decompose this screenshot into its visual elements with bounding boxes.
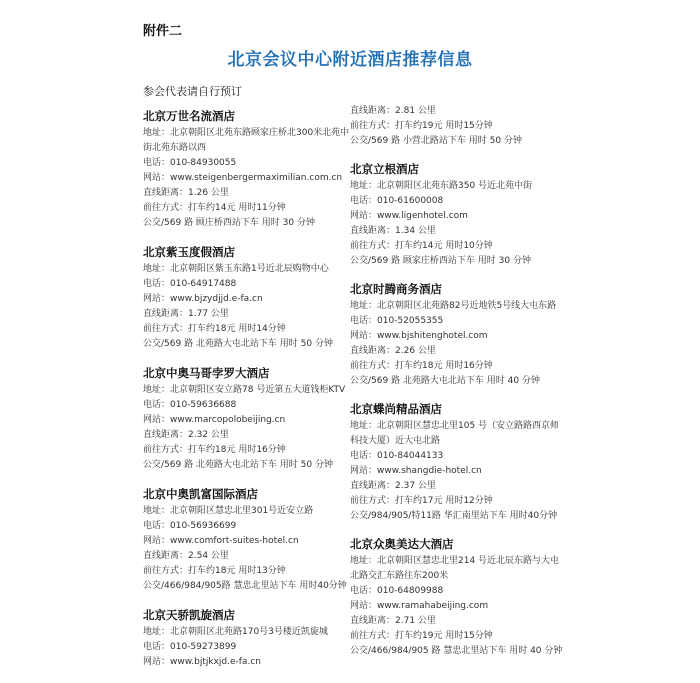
hotel-info-line: 网站：www.bjshitenghotel.com [350,331,488,341]
hotel-entry [350,401,565,524]
hotel-name: 北京立根酒店 [350,162,419,176]
hotel-info-line: 前往方式：打车约18元 用时16分钟 [143,445,286,455]
hotel-info-line: 前往方式：打车约14元 用时11分钟 [143,203,286,213]
hotel-info-line: 直线距离：2.32 公里 [143,430,229,440]
hotel-info-line: 公交/984/905/特11路 华汇南里站下车 用时40分钟 [350,511,558,521]
hotel-info-line: 直线距离：2.37 公里 [350,481,436,491]
hotel-name: 北京紫玉度假酒店 [143,245,235,259]
hotel-info-line: 地址：北京朝阳区慧忠北里214 号近北辰东路与大屯北路交汇东路往东200米 [350,556,560,581]
hotel-name: 北京中奥马哥孛罗大酒店 [143,366,270,380]
hotel-info-line: 网站：www.bjtjkxjd.e-fa.cn [143,657,261,667]
hotel-name: 北京中奥凯富国际酒店 [143,487,258,501]
hotel-info-line: 电话：010-64917488 [143,279,237,289]
hotel-info-line: 公交/569 路 顾庄桥西站下车 用时 30 分钟 [143,218,315,228]
hotel-entry [350,536,565,659]
booking-note: 参会代表请自行预订 [143,85,242,98]
hotel-info-line: 网站：www.shangdie-hotel.cn [350,466,482,476]
hotel-entry [143,108,353,231]
hotel-info-line: 电话：010-84930055 [143,158,237,168]
hotel-column-left [143,108,353,683]
hotel-info-line: 前往方式：打车约14元 用时10分钟 [350,241,493,251]
hotel-info-line: 公交/569 路 小营北路站下车 用时 50 分钟 [350,136,522,146]
hotel-info-line: 直线距离：1.77 公里 [143,309,229,319]
hotel-info-line: 网站：www.steigenbergermaximilian.com.cn [143,173,343,183]
hotel-info-line: 电话：010-84044133 [350,451,444,461]
hotel-info-line: 电话：010-52055355 [350,316,444,326]
hotel-name: 北京天骄凯旋酒店 [143,608,235,622]
hotel-name: 北京众奥美达大酒店 [350,537,454,551]
page-title: 北京会议中心附近酒店推荐信息 [227,50,473,70]
hotel-info-line: 直线距离：2.81 公里 [350,106,436,116]
hotel-info-line: 前往方式：打车约17元 用时12分钟 [350,496,493,506]
hotel-entry [350,281,565,389]
hotel-info-line: 地址：北京朝阳区紫玉东路1号近北辰购物中心 [143,264,329,274]
hotel-info-line: 公交/569 路 北苑路大屯北站下车 用时 50 分钟 [143,339,333,349]
hotel-info-line: 地址：北京朝阳区北苑路82号近地铁5号线大屯东路 [350,301,557,311]
hotel-info-line: 网站：www.ramahabeijing.com [350,601,489,611]
hotel-info-line: 电话：010-59273899 [143,642,237,652]
hotel-info-line: 公交/569 路 北苑路大屯北站下车 用时 40 分钟 [350,376,540,386]
hotel-info-line: 直线距离：2.54 公里 [143,551,229,561]
hotel-info-line: 地址：北京朝阳区北苑东路顾家庄桥北300米北苑中街北苑东路以西 [143,128,350,153]
hotel-info-line: 直线距离：1.26 公里 [143,188,229,198]
hotel-info-line: 前往方式：打车约19元 用时15分钟 [350,631,493,641]
hotel-info-line: 直线距离：2.71 公里 [350,616,436,626]
hotel-entry [143,486,353,594]
hotel-info-line: 电话：010-61600008 [350,196,444,206]
attachment-label: 附件二 [143,24,183,39]
hotel-info-line: 电话：010-64809988 [350,586,444,596]
hotel-info-line: 地址：北京朝阳区慧忠北里105 号（安立路路西京师科技大厦）近大屯北路 [350,421,560,446]
hotel-info-line: 电话：010-56936699 [143,521,237,531]
hotel-entry [350,104,565,149]
hotel-info-line: 公交/569 路 顾家庄桥西站下车 用时 30 分钟 [350,256,531,266]
hotel-info-line: 电话：010-59636688 [143,400,237,410]
hotel-info-line: 网站：www.ligenhotel.com [350,211,468,221]
hotel-entry [350,161,565,269]
hotel-info-line: 地址：北京朝阳区安立路78 号近第五大道钱柜KTV [143,385,346,395]
hotel-name: 北京时腾商务酒店 [350,282,442,296]
hotel-info-line: 网站：www.marcopolobeijing.cn [143,415,286,425]
hotel-entry [143,244,353,352]
hotel-info-line: 地址：北京朝阳区慧忠北里301号近安立路 [143,506,314,516]
hotel-name: 北京蝶尚精品酒店 [350,402,442,416]
hotel-info-line: 前往方式：打车约18元 用时14分钟 [143,324,286,334]
hotel-entry [143,365,353,473]
hotel-info-line: 前往方式：打车约18元 用时16分钟 [350,361,493,371]
hotel-info-line: 前往方式：打车约19元 用时15分钟 [350,121,493,131]
hotel-info-line: 公交/569 路 北苑路大屯北站下车 用时 50 分钟 [143,460,333,470]
hotel-info-line: 直线距离：2.26 公里 [350,346,436,356]
hotel-info-line: 网站：www.bjzydjjd.e-fa.cn [143,294,263,304]
hotel-info-line: 地址：北京朝阳区北苑东路350 号近北苑中街 [350,181,533,191]
hotel-info-line: 地址：北京朝阳区北苑路170号3号楼近凯旋城 [143,627,328,637]
hotel-info-line: 公交/466/984/905路 慧忠北里站下车 用时40分钟 [143,581,347,591]
hotel-info-line: 公交/466/984/905 路 慧忠北里站下车 用时 40 分钟 [350,646,563,656]
hotel-info-line: 前往方式：打车约18元 用时13分钟 [143,566,286,576]
hotel-info-line: 直线距离：1.34 公里 [350,226,436,236]
hotel-column-right [350,104,565,671]
hotel-name: 北京万世名流酒店 [143,109,235,123]
hotel-info-line: 网站：www.comfort-suites-hotel.cn [143,536,299,546]
hotel-entry [143,607,353,670]
